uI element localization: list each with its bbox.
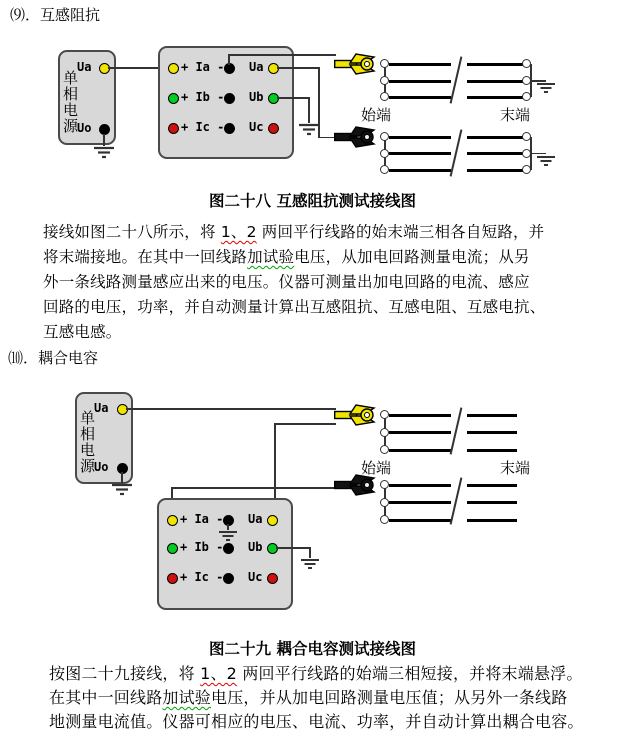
terminal-ib-plus-dot [167,543,178,554]
terminal-ia-label: + Ia - [180,512,224,526]
paragraph-29 [49,662,584,734]
terminal-uc-label: Uc [249,120,264,134]
terminal-ic-label: + Ic - [180,570,224,584]
power-source-label-fig28: 单相电源 [63,69,79,135]
far-end-label-fig29: 末端 [500,459,531,477]
transmission-line [389,136,451,139]
ground-icon [536,155,556,167]
far-end-label-fig28: 末端 [500,106,531,124]
power-terminal-ua-dot-fig28 [99,63,110,74]
figure-28-caption: 图二十八 互感阻抗测试接线图 [209,192,416,210]
terminal-ub-dot [268,93,279,104]
power-terminal-uo-dot-fig29 [117,463,128,474]
terminal-ub-dot [267,543,278,554]
transmission-line [467,80,523,83]
paragraph-line: 互感电感。 [43,323,122,341]
transmission-line [467,152,523,155]
wire [531,153,546,155]
wire [277,67,319,69]
ground-icon [300,558,320,570]
transmission-line [467,431,517,434]
terminal-ua-dot [267,515,278,526]
line-terminal-circle [380,165,389,174]
terminal-ic-label: + Ic - [181,120,225,134]
ground-icon [536,82,556,94]
paragraph-line: 回路的电压，功率，并自动测量计算出互感阻抗、互感电阻、互感电抗、 [43,298,546,316]
transmission-line [389,519,451,522]
line-break-slash [450,129,463,176]
wire [277,97,309,99]
terminal-ib-plus-dot [168,93,179,104]
transmission-line [389,414,451,417]
transmission-line [467,136,523,139]
terminal-ic-minus-dot [223,573,234,584]
black-clamp-icon [334,123,382,151]
transmission-line [467,96,523,99]
power-terminal-uo-label-fig29: Uo [94,460,109,474]
transmission-line [467,414,517,417]
wire [171,487,334,489]
wire [308,97,310,123]
paragraph-line: 地测量电流值。仪器可相应的电压、电流、功率，并自动计算出耦合电容。 [49,712,584,731]
transmission-line [389,152,451,155]
terminal-ib-label: + Ib - [181,90,225,104]
power-terminal-uo-dot-fig28 [99,124,110,135]
transmission-line [389,80,451,83]
terminal-ib-label: + Ib - [180,540,224,554]
transmission-line [389,431,451,434]
power-terminal-uo-label-fig28: Uo [77,121,92,135]
terminal-ia-minus-dot [223,515,234,526]
terminal-ia-plus-dot [168,63,179,74]
transmission-line [389,63,451,66]
paragraph-line: 将末端接地。在其中一回线路加试验电压，从加电回路测量电流；从另 [43,248,530,266]
wire [276,547,310,549]
wire [126,408,336,410]
paragraph-28 [43,220,545,345]
yellow-clamp-icon [334,50,382,78]
line-terminal-circle [380,445,389,454]
line-break-slash [450,56,463,103]
line-terminal-circle [380,149,389,158]
transmission-line [389,484,451,487]
wire [228,54,230,65]
line-terminal-circle [380,515,389,524]
terminal-ua-label: Ua [249,60,264,74]
paragraph-line: 按图二十九接线，将 1、2 两回平行线路的始端三相短接，并将末端悬浮。 [49,664,583,683]
transmission-line [467,501,517,504]
section-9-heading: ⑼．互感阻抗 [10,6,101,24]
power-terminal-ua-label-fig28: Ua [77,60,92,74]
power-source-label-fig29: 单相电源 [80,409,96,475]
ground-icon [93,146,115,159]
power-terminal-ua-dot-fig29 [117,404,128,415]
paragraph-line: 接线如图二十八所示，将 1、2 两回平行线路的始末端三相各自短路，并 [43,223,545,241]
transmission-line [389,169,451,172]
line-terminal-circle [380,76,389,85]
wire [274,423,336,425]
transmission-line [467,484,517,487]
terminal-ub-label: Ub [248,540,263,554]
line-terminal-circle [380,92,389,101]
terminal-ic-plus-dot [167,573,178,584]
terminal-ub-label: Ub [249,90,264,104]
terminal-ia-plus-dot [167,515,178,526]
wire [309,547,311,558]
terminal-uc-dot [267,573,278,584]
line-break-slash [450,407,463,454]
transmission-line [389,96,451,99]
paragraph-line: 在其中一回线路加试验电压，并从加电回路测量电压值；从另外一条线路 [49,688,568,707]
yellow-clamp-icon [334,401,382,429]
transmission-line [467,169,523,172]
line-terminal-circle [380,59,389,68]
terminal-uc-label: Uc [248,570,263,584]
paragraph-line: 外一条线路测量感应出来的电压。仪器可测量出加电回路的电流、感应 [43,273,530,291]
terminal-ua-label: Ua [248,512,263,526]
line-break-slash [450,477,463,524]
transmission-line [389,501,451,504]
line-terminal-circle [380,428,389,437]
terminal-ib-minus-dot [223,543,234,554]
transmission-line [389,449,451,452]
terminal-ia-minus-dot [224,63,235,74]
line-terminal-circle [380,132,389,141]
start-end-label-fig29: 始端 [361,459,392,477]
figure-29-caption: 图二十九 耦合电容测试接线图 [209,640,416,658]
terminal-ua-dot [268,63,279,74]
line-terminal-circle [380,410,389,419]
ground-icon [298,123,320,136]
terminal-ia-label: + Ia - [181,60,225,74]
transmission-line [467,63,523,66]
power-terminal-ua-label-fig29: Ua [94,401,109,415]
wire [103,134,105,146]
start-end-label-fig28: 始端 [361,106,392,124]
black-clamp-icon [334,471,382,499]
transmission-line [467,449,517,452]
terminal-ic-plus-dot [168,123,179,134]
transmission-line [467,519,517,522]
wire [228,54,336,56]
section-10-heading: ⑽．耦合电容 [8,349,99,367]
terminal-ic-minus-dot [224,123,235,134]
wire [121,472,123,483]
terminal-uc-dot [268,123,279,134]
terminal-ib-minus-dot [224,93,235,104]
ground-icon [111,483,133,496]
